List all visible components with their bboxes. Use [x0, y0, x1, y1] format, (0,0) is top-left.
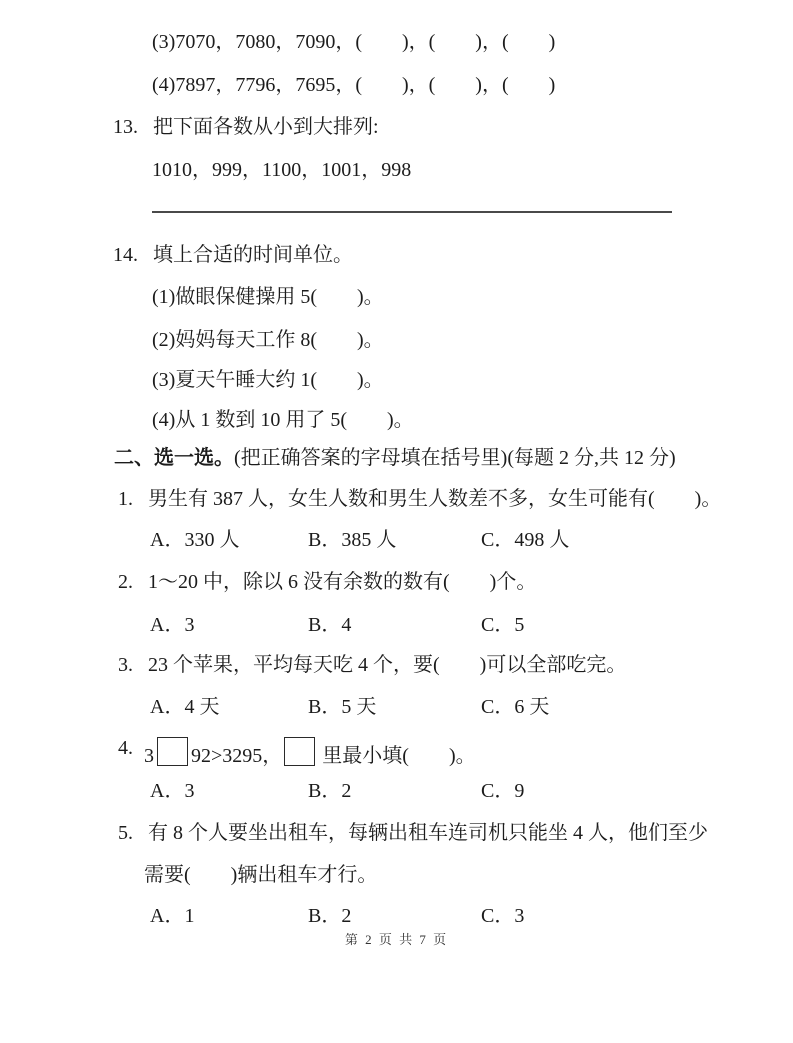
question-13-number: 13.: [113, 116, 138, 138]
choice-q2-option-c: C．5: [481, 614, 525, 636]
choice-q5-text-line1: 有 8 个人要坐出租车，每辆出租车连司机只能坐 4 人，他们至少: [148, 822, 708, 844]
question-14-number: 14.: [113, 244, 138, 266]
choice-q3-option-c: C．6 天: [481, 696, 550, 718]
choice-q4-text-between: 92>3295，: [191, 745, 283, 767]
choice-q5-option-a: A．1: [150, 905, 195, 927]
choice-q2-number: 2.: [118, 571, 133, 593]
choice-q5-number: 5.: [118, 822, 133, 844]
section-2-instructions: (把正确答案的字母填在括号里)(每题 2 分,共 12 分): [234, 447, 676, 469]
choice-q3-option-a: A．4 天: [150, 696, 220, 718]
choice-q1-text: 男生有 387 人，女生人数和男生人数差不多，女生可能有( )。: [148, 488, 722, 510]
question-14-item3: (3)夏天午睡大约 1( )。: [152, 369, 384, 391]
choice-q4-option-a: A．3: [150, 780, 195, 802]
choice-q4-text-after: 里最小填( )。: [322, 745, 476, 767]
choice-q3-number: 3.: [118, 654, 133, 676]
choice-q3-option-b: B．5 天: [308, 696, 377, 718]
choice-q5-option-c: C．3: [481, 905, 525, 927]
question-14-item1: (1)做眼保健操用 5( )。: [152, 286, 384, 308]
choice-q2-option-a: A．3: [150, 614, 195, 636]
choice-q2-option-b: B．4: [308, 614, 352, 636]
question-14-text: 填上合适的时间单位。: [153, 244, 353, 266]
choice-q3-text: 23 个苹果，平均每天吃 4 个，要( )可以全部吃完。: [148, 654, 627, 676]
question-13-number-list: 1010，999，1100，1001，998: [152, 159, 412, 181]
answer-blank-line: [152, 211, 672, 213]
choice-q4-text: [144, 737, 476, 767]
blank-square-box-1: [157, 737, 188, 766]
choice-q1-option-a: A．330 人: [150, 529, 240, 551]
blank-square-box-2: [284, 737, 315, 766]
choice-q1-number: 1.: [118, 488, 133, 510]
section-2-title: 二、选一选。: [114, 447, 234, 469]
choice-q4-number: 4.: [118, 737, 133, 759]
choice-q4-option-c: C．9: [481, 780, 525, 802]
section-2-header: [114, 447, 676, 469]
choice-q4-text-before: 3: [144, 745, 154, 767]
choice-q5-option-b: B．2: [308, 905, 352, 927]
question-13-text: 把下面各数从小到大排列:: [153, 116, 379, 138]
choice-q5-text-line2: 需要( )辆出租车才行。: [144, 864, 378, 886]
question-14-item2: (2)妈妈每天工作 8( )。: [152, 329, 384, 351]
choice-q4-option-b: B．2: [308, 780, 352, 802]
choice-q1-option-c: C．498 人: [481, 529, 570, 551]
choice-q1-option-b: B．385 人: [308, 529, 397, 551]
choice-q2-text: 1～20 中，除以 6 没有余数的数有( )个。: [148, 571, 537, 593]
fill-sequence-item3: (3)7070，7080，7090，( )，( )，( ): [152, 31, 556, 53]
fill-sequence-item4: (4)7897，7796，7695，( )，( )，( ): [152, 74, 556, 96]
page-footer: 第 2 页 共 7 页: [344, 932, 449, 947]
question-14-item4: (4)从 1 数到 10 用了 5( )。: [152, 409, 414, 431]
